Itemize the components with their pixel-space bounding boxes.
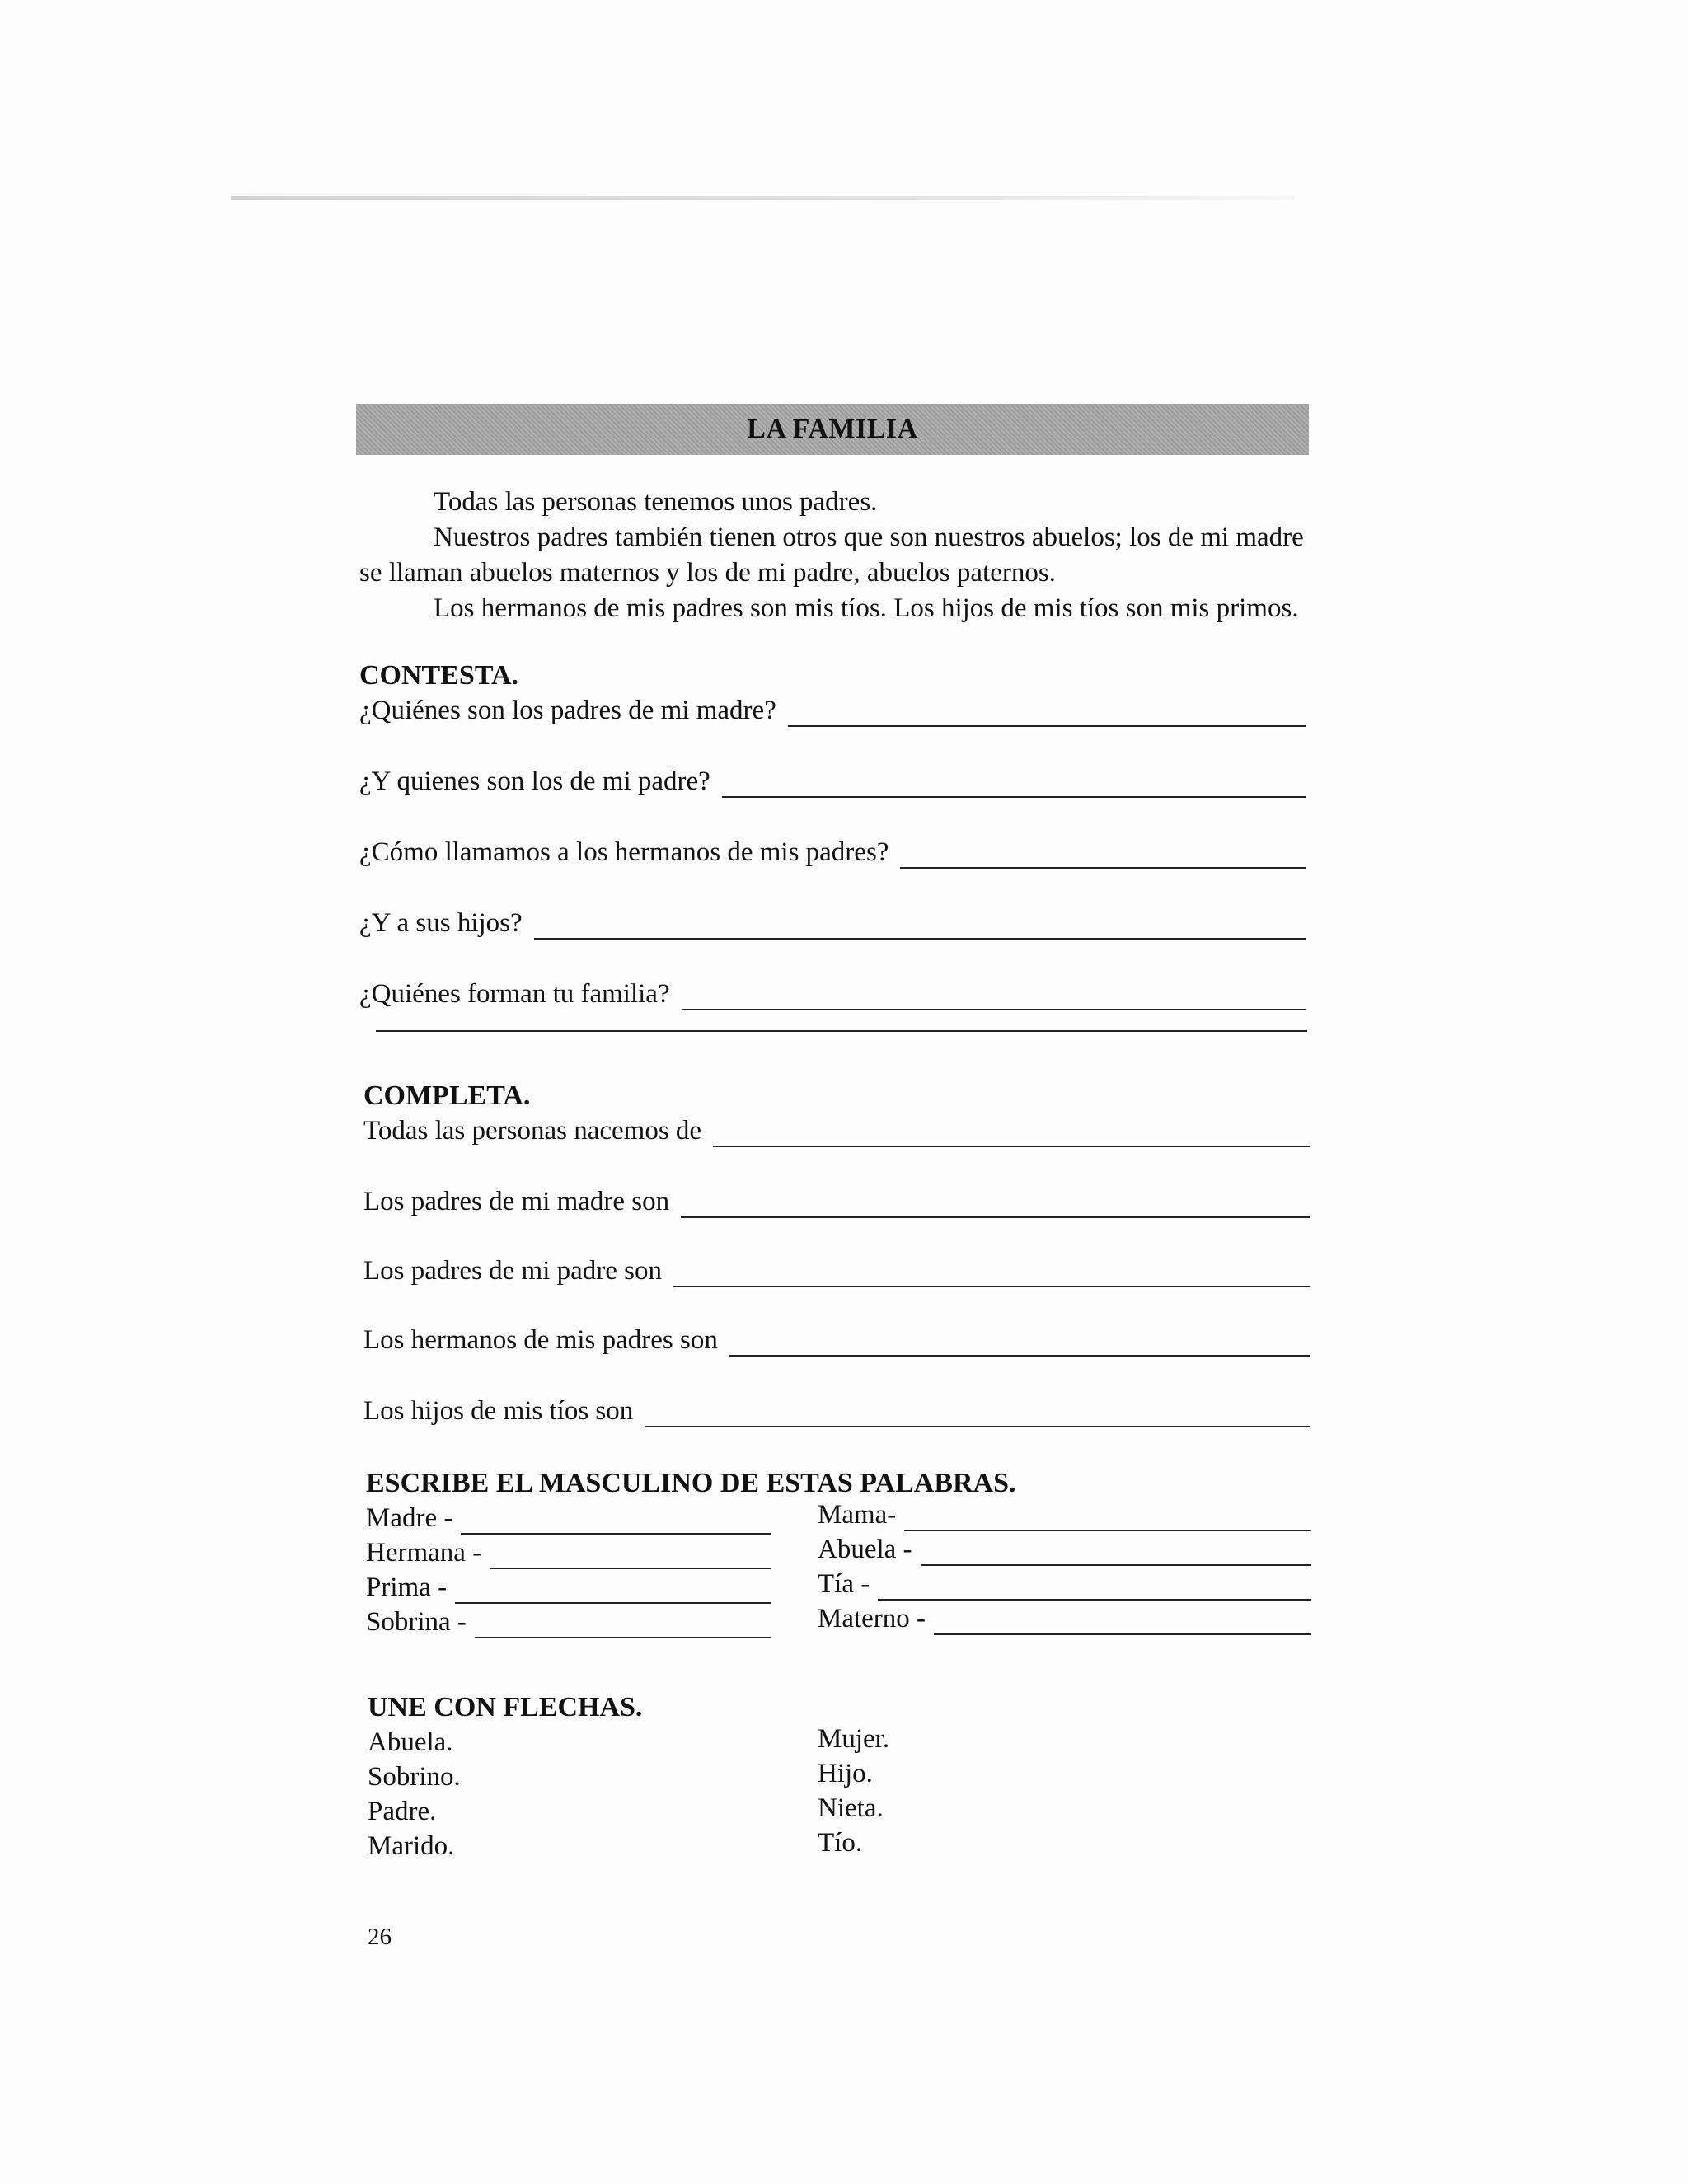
word-label: Hermana - xyxy=(366,1538,482,1568)
answer-blank[interactable] xyxy=(645,1403,1310,1427)
answer-blank[interactable] xyxy=(681,1193,1310,1218)
masculino-heading: ESCRIBE EL MASCULINO DE ESTAS PALABRAS. xyxy=(366,1468,1016,1498)
intro-paragraph: Los hermanos de mis padres son mis tíos. Los hijos de mis tíos son mis primos. xyxy=(434,593,1299,623)
sentence-row xyxy=(363,1394,1310,1427)
question-label: ¿Cómo llamamos a los hermanos de mis padres? xyxy=(359,837,889,867)
answer-blank[interactable] xyxy=(461,1513,771,1535)
answer-blank[interactable] xyxy=(722,773,1306,798)
answer-blank-extra[interactable] xyxy=(376,1029,1307,1032)
top-rule xyxy=(231,196,1294,200)
masculino-row xyxy=(366,1536,771,1569)
match-right-item[interactable]: Hijo. xyxy=(818,1759,873,1788)
answer-blank[interactable] xyxy=(729,1332,1310,1357)
masculino-row xyxy=(366,1605,771,1638)
answer-blank[interactable] xyxy=(713,1122,1310,1147)
match-right-item[interactable]: Tío. xyxy=(818,1828,863,1858)
match-left-item[interactable]: Sobrino. xyxy=(368,1762,461,1792)
answer-blank[interactable] xyxy=(904,1510,1311,1531)
answer-blank[interactable] xyxy=(673,1263,1310,1287)
page-title: LA FAMILIA xyxy=(747,414,918,444)
answer-blank[interactable] xyxy=(455,1582,771,1604)
word-label: Prima - xyxy=(366,1572,448,1602)
word-label: Tía - xyxy=(818,1569,870,1599)
answer-blank[interactable] xyxy=(534,915,1306,940)
answer-blank[interactable] xyxy=(921,1544,1311,1566)
contesta-heading: CONTESTA. xyxy=(359,660,519,691)
masculino-row xyxy=(818,1602,1311,1635)
question-row xyxy=(359,907,1306,940)
masculino-section xyxy=(366,1467,1314,1648)
answer-blank[interactable] xyxy=(878,1579,1311,1601)
word-label: Mama- xyxy=(818,1500,897,1530)
question-label: ¿Y quienes son los de mi padre? xyxy=(359,766,710,796)
sentence-row xyxy=(363,1324,1310,1357)
sentence-label: Los hermanos de mis padres son xyxy=(363,1325,718,1355)
flechas-section xyxy=(368,1691,1315,1881)
word-label: Sobrina - xyxy=(366,1607,467,1637)
question-row xyxy=(359,836,1306,869)
answer-blank[interactable] xyxy=(934,1614,1311,1635)
completa-heading: COMPLETA. xyxy=(363,1080,531,1111)
answer-blank[interactable] xyxy=(788,702,1306,727)
sentence-label: Todas las personas nacemos de xyxy=(363,1116,702,1146)
sentence-row xyxy=(363,1254,1310,1287)
word-label: Abuela - xyxy=(818,1535,912,1564)
masculino-row xyxy=(366,1502,771,1535)
word-label: Materno - xyxy=(818,1604,926,1633)
match-left-item[interactable]: Abuela. xyxy=(368,1727,453,1757)
match-right-item[interactable]: Nieta. xyxy=(818,1793,884,1823)
answer-blank[interactable] xyxy=(490,1548,771,1569)
answer-blank[interactable] xyxy=(475,1617,771,1638)
answer-blank[interactable] xyxy=(682,986,1306,1010)
answer-blank[interactable] xyxy=(900,844,1306,869)
sentence-label: Los padres de mi padre son xyxy=(363,1256,662,1286)
intro-paragraph: Todas las personas tenemos unos padres. xyxy=(434,487,878,517)
sentence-row xyxy=(363,1114,1310,1147)
question-row xyxy=(359,977,1306,1010)
masculino-row xyxy=(366,1571,771,1604)
match-left-item[interactable]: Marido. xyxy=(368,1831,455,1861)
intro-paragraph: Nuestros padres también tienen otros que son nuestros abuelos; los de mi madre se llaman abuelos maternos y los de mi padre, abuelos paternos. xyxy=(359,523,1304,588)
contesta-section xyxy=(359,659,1307,1055)
sentence-row xyxy=(363,1185,1310,1218)
masculino-row xyxy=(818,1498,1311,1531)
sentence-label: Los hijos de mis tíos son xyxy=(363,1396,634,1426)
sentence-label: Los padres de mi madre son xyxy=(363,1187,670,1216)
question-row xyxy=(359,765,1306,798)
question-label: ¿Quiénes son los padres de mi madre? xyxy=(359,696,776,725)
title-bar xyxy=(356,404,1309,455)
match-right-item[interactable]: Mujer. xyxy=(818,1724,890,1754)
intro-text xyxy=(359,485,1307,626)
masculino-row xyxy=(818,1568,1311,1601)
page-number: 26 xyxy=(368,1924,392,1950)
question-row xyxy=(359,694,1306,727)
question-label: ¿Y a sus hijos? xyxy=(359,908,523,938)
word-label: Madre - xyxy=(366,1503,453,1533)
question-label: ¿Quiénes forman tu familia? xyxy=(359,979,670,1009)
completa-section xyxy=(363,1080,1311,1442)
flechas-heading: UNE CON FLECHAS. xyxy=(368,1692,643,1722)
match-left-item[interactable]: Padre. xyxy=(368,1797,437,1826)
masculino-row xyxy=(818,1533,1311,1566)
